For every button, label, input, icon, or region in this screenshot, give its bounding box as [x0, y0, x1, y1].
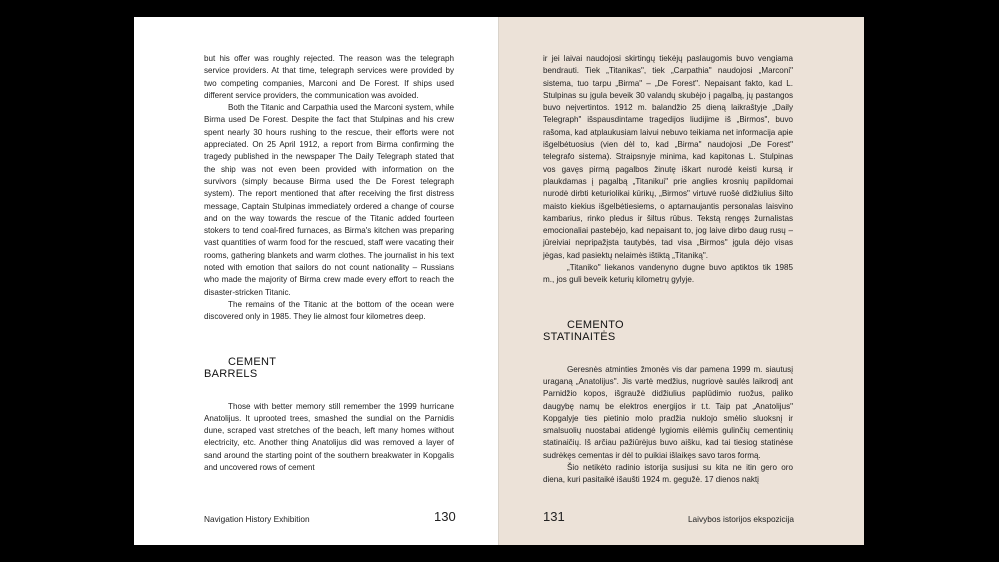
left-paragraph-2: Both the Titanic and Carpathia used the Marconi system, while Birma used De Forest. Despite the fact that Stulpinas and his crew spent nearly 30 hours rushing to the rescue, their efforts were not appreciated. On 25 April 1912, a report from Birma confirming the tragedy published in the newspaper The Daily Telegraph stated that the ship was not even been provided with information on the survivors (simply because Birma used the De Forest telegraph system). The report mentioned that after receiving the first distress message, Captain Stulpinas immediately ordered a change of course and on the way towards the rescue of the Titanic added fourteen stokers to tend coal-fired furnaces, as Birma's kitchen was preparing vast quantities of warm food for the rescued, staff were vacating their rooms, gathering blankets and warm clothes. The journalist in his text noted with emotion that sailors do not count nationality – Russians who made the majority of Birma crew made every effort to reach the disaster-stricken Titanic.	[204, 103, 454, 297]
left-footer-title: Navigation History Exhibition	[204, 514, 310, 524]
left-heading-line-1: CEMENT	[228, 355, 277, 368]
left-page	[134, 17, 499, 545]
right-paragraph-4: Šio netikėto radinio istorija susijusi su kita ne itin gero oro diena, kuri pasitaikė išaušti 1924 m. gegužė. 17 dienos naktį	[543, 463, 793, 485]
left-paragraph-1: but his offer was roughly rejected. The reason was the telegraph service providers. At that time, telegraph services were provided by two competing companies, Marconi and De Forest. If ships used different service providers, the communication was avoided.	[204, 54, 454, 100]
right-paragraph-3: Geresnės atminties žmonės vis dar pamena 1999 m. siautusį uraganą „Anatolijus". Jis vartė medžius, nugriovė saulės laikrodį ant Parnidžio kopos, išgraužė didžiulius paplūdimio ruožus, paliko daugybę namų be elektros energijos ir t.t. Taip pat „Anatolijus" Kopgalyje ties pietinio molo pradžia nuklojo smėlio sluoksnį ir smalsuolių nuostabai atidengė lygiomis eilėmis gulinčių cementinių statinaičių. Iš arčiau pažiūrėjus buvo aišku, kad tai tiesiog statinėse sudrėkęs cementas ir dėl to puikiai išlaikęs savo taros formą.	[543, 364, 793, 460]
right-heading-line-2: STATINAITĖS	[543, 331, 616, 344]
book-spread	[134, 17, 864, 545]
right-text-column	[543, 53, 793, 487]
left-section-heading	[204, 356, 454, 381]
right-page	[499, 17, 864, 545]
left-heading-line-2: BARRELS	[204, 368, 258, 381]
left-paragraph-4: Those with better memory still remember the 1999 hurricane Anatolijus. It uprooted trees, smashed the sundial on the Parnidis dune, scraped vast stretches of the beach, left many homes without electricity, etc. Another thing Anatolijus did was removed a layer of sand around the starting point of the southern breakwater in Kopgalis and uncovered rows of cement	[204, 401, 454, 473]
left-page-number: 130	[434, 509, 456, 524]
left-text-column	[204, 53, 454, 474]
right-heading-line-1: CEMENTO	[567, 318, 624, 331]
left-paragraph-3: The remains of the Titanic at the bottom of the ocean were discovered only in 1985. They lie almost four kilometres deep.	[204, 299, 454, 322]
right-paragraph-2: „Titaniko" liekanos vandenyno dugne buvo aptiktos tik 1985 m., jos guli beveik keturių kilometrų gylyje.	[543, 263, 793, 285]
right-section-heading	[543, 319, 793, 344]
right-page-number: 131	[543, 509, 565, 524]
right-footer-title: Laivybos istorijos ekspozicija	[687, 514, 794, 524]
right-paragraph-1: ir jei laivai naudojosi skirtingų tiekėjų paslaugomis buvo vengiama bendrauti. Tiek „Titanikas", tiek „Carpathia" naudojosi „Marconi" sistema, tuo tarpu „Birma" – „De Forest". Nepaisant fakto, kad L. Stulpinas su įgula beveik 30 valandų skubėjo į pagalbą, jų pastangos buvo neįvertintos. 1912 m. balandžio 25 dieną laikraštyje „Daily Telegraph" išspausdintame tragedijos liudijime iš „Birmos", buvo rašoma, kad atplaukusiam laivui nebuvo teikiama net informacija apie išgelbėtuosius (vien dėl to, kad „Birma" naudojosi „De Forest" telegrafo sistema). Straipsnyje minima, kad kapitonas L. Stulpinas vos gavęs pirmą pagalbos žinutę iškart nurodė keisti kursą ir plaukdamas į pagalbą „Titanikui" prie anglies krosnių papildomai nurodė dirbti keturiolikai kūrikų, „Birmos" virtuvė ruošė didžiulius šilto maisto kiekius išgelbėtiesiems, o aptarnaujantis personalas laisvino kambarius, rinko pledus ir šiltus rūbus. Tekstą rengęs žurnalistas emocionaliai pastebėjo, kad nepaisant to, jog laive dirbo daug rusų – jūreiviai nepripažįsta tautybės, tad visa „Birmos" įgula dėjo visas jėgas, kad pasiektų nelaimės ištiktą „Titaniką".	[543, 54, 793, 260]
